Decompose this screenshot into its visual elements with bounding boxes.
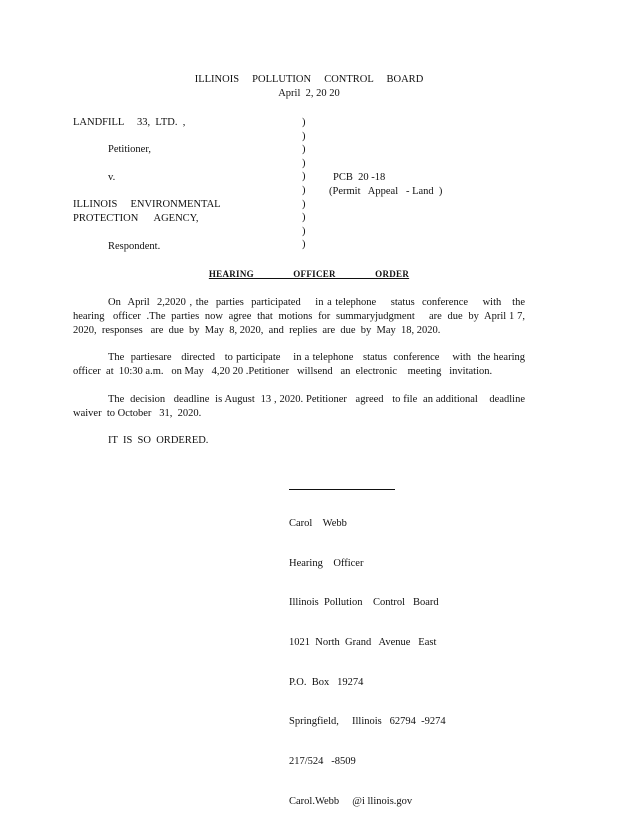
signer-name: Carol Webb: [289, 518, 347, 529]
caption-parenthesis: ): [302, 130, 306, 142]
case-type: (Permit Appeal - Land ): [329, 186, 443, 197]
caption-parenthesis: ): [302, 144, 306, 156]
order-paragraph-1: On April 2,2020 , the parties participated in a telephone status conference with the hearing officer .The parties now agree that motions for summaryjudgment are due by April 1 7, 2020, responses are due by May 8, 2020, and replies are due by May 18, 2020.: [73, 297, 531, 336]
caption-petitioner-role: Petitioner,: [108, 144, 152, 155]
signer-title: Hearing Officer: [289, 557, 364, 569]
order-date: April 2, 20 20: [278, 88, 340, 99]
order-paragraph-2: The partiesare directed to participate in a telephone status conference with the hearing officer at 10:30 a.m. on May 4,20 20 .Petitioner willsend an electronic meeting invitation.: [73, 352, 531, 377]
caption-petitioner-name: LANDFILL 33, LTD. ,: [73, 117, 186, 128]
signature-block: [289, 491, 446, 835]
signer-organization: Illinois Pollution Control Board: [289, 597, 439, 609]
caption-respondent-line2: PROTECTION AGENCY,: [73, 213, 199, 224]
caption-parenthesis-column: [302, 116, 310, 252]
signer-city-state-zip: Springfield, Illinois 62794 -9274: [289, 716, 446, 728]
order-closing: IT IS SO ORDERED.: [108, 435, 209, 446]
order-paragraph-3: The decision deadline is August 13 , 2020. Petitioner agreed to file an additional deadline waiver to October 31, 2020.: [73, 394, 531, 419]
signer-street-address: 1021 North Grand Avenue East: [289, 637, 437, 649]
caption-parenthesis: ): [302, 157, 306, 169]
board-name-heading: ILLINOIS POLLUTION CONTROL BOARD: [194, 74, 424, 85]
caption-parenthesis: ): [302, 212, 306, 224]
signer-email: Carol.Webb @i llinois.gov: [289, 795, 413, 807]
signature-line: [289, 489, 395, 490]
case-number: PCB 20 -18: [333, 172, 386, 183]
caption-parenthesis: ): [302, 225, 306, 237]
caption-parenthesis: ): [302, 171, 306, 183]
signer-po-box: P.O. Box 19274: [289, 676, 364, 688]
caption-parenthesis: ): [302, 184, 306, 196]
caption-respondent-role: Respondent.: [108, 241, 161, 252]
order-title: HEARING OFFICER ORDER: [208, 269, 410, 279]
caption-parenthesis: ): [302, 117, 306, 128]
signer-phone: 217/524 -8509: [289, 756, 356, 768]
caption-respondent-line1: ILLINOIS ENVIRONMENTAL: [73, 199, 221, 210]
caption-parenthesis: ): [302, 198, 306, 210]
caption-parenthesis: ): [302, 239, 306, 251]
caption-versus: v.: [108, 172, 116, 183]
